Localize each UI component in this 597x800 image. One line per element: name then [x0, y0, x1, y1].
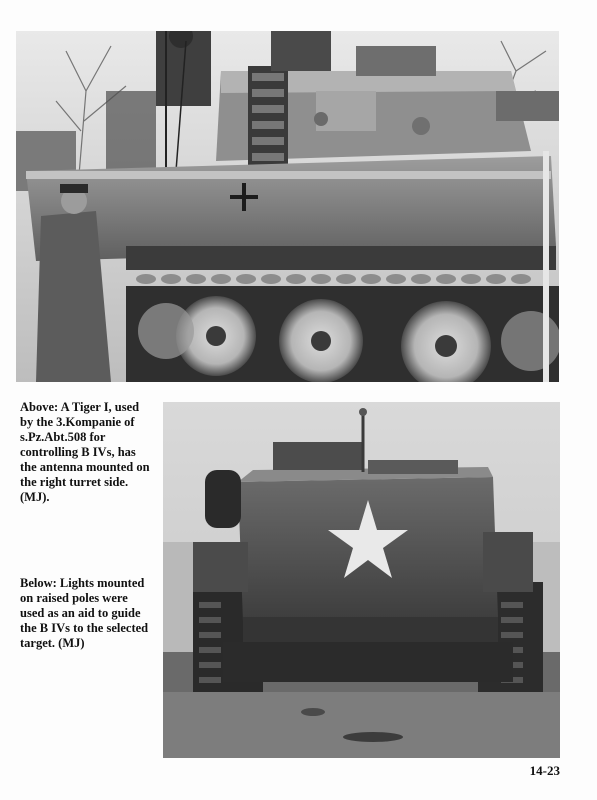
photo-b-iv-vehicle	[163, 402, 560, 758]
caption-above: Above: A Tiger I, used by the 3.Kompanie of s.Pz.Abt.508 for controlling B IVs, has the antenna mounted on the right turret side. (MJ).	[20, 400, 150, 504]
caption-below: Below: Lights mounted on raised poles were used as an aid to guide the B IVs to the selected target. (MJ)	[20, 576, 149, 650]
photo-tiger-tank	[16, 31, 559, 382]
page-number: 14-23	[529, 763, 560, 778]
